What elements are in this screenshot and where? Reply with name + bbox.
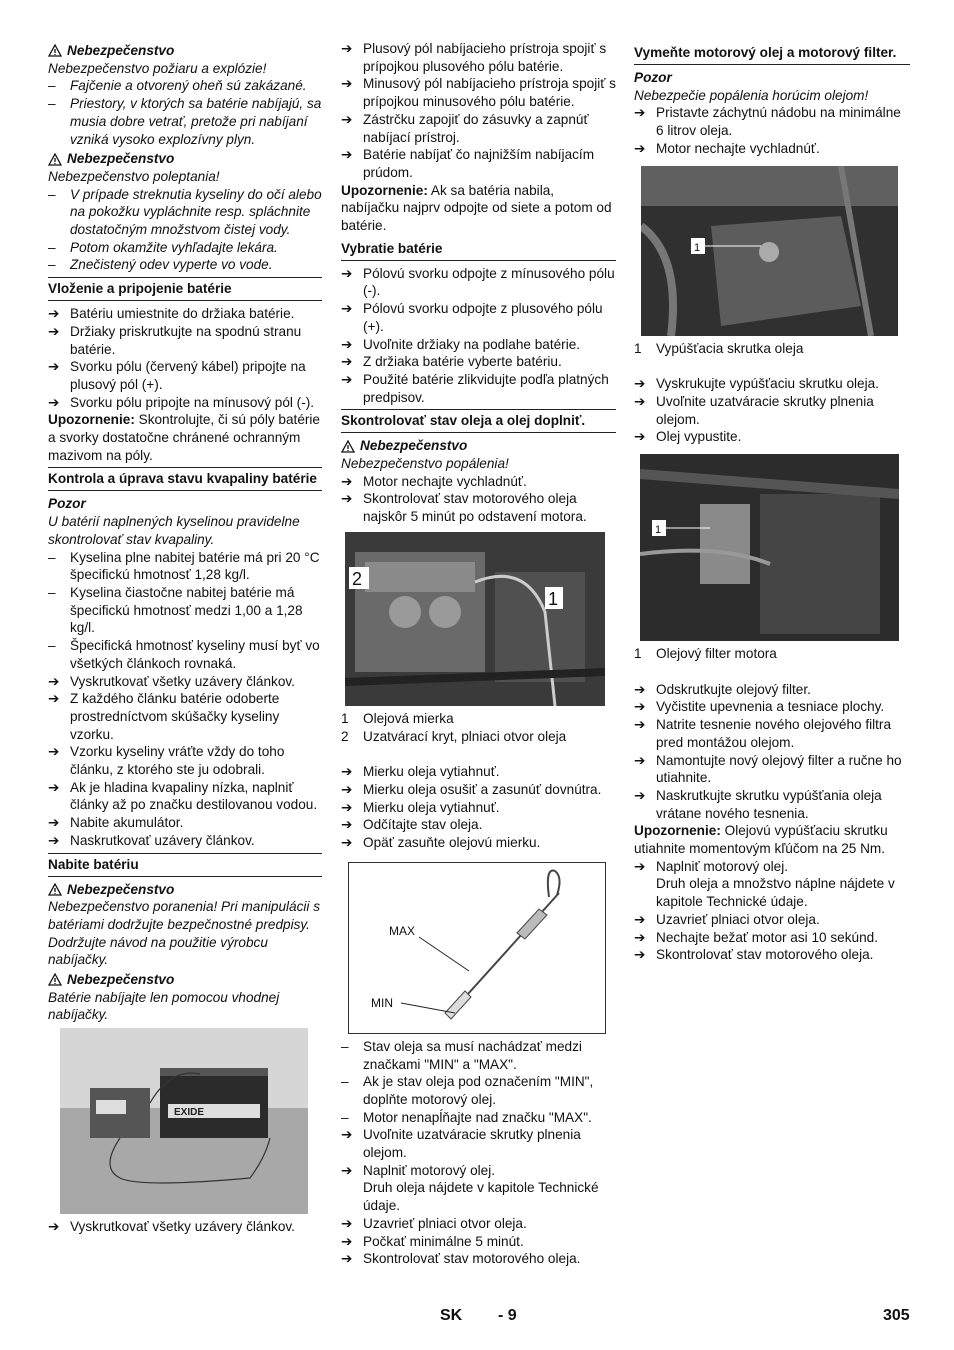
warning-text: Nebezpečenstvo popálenia!	[341, 456, 509, 472]
arrow-icon: ➔	[48, 359, 60, 375]
footer-language: SK	[440, 1307, 463, 1324]
step-item	[341, 1162, 616, 1180]
step-list	[48, 1218, 322, 1236]
dash-bullet: –	[341, 1038, 349, 1054]
step-item	[341, 371, 616, 406]
item-text: Batériu umiestnite do držiaka batérie.	[70, 306, 295, 322]
item-text: Pólovú svorku odpojte z plusového pólu (+).	[363, 301, 603, 334]
arrow-icon: ➔	[48, 394, 60, 410]
arrow-icon: ➔	[341, 1251, 353, 1267]
step-item	[634, 681, 910, 699]
step-item	[634, 140, 910, 158]
section-heading: Vymeňte motorový olej a motorový filter.	[634, 42, 910, 65]
step-list	[341, 473, 616, 526]
dash-bullet: –	[341, 1109, 349, 1125]
step-item	[341, 834, 616, 852]
footer-page: - 9	[498, 1307, 517, 1324]
item-text: Kyselina plne nabitej batérie má pri 20 °C špecifickú hmotnosť 1,28 kg/l.	[70, 549, 320, 583]
arrow-icon: ➔	[341, 1127, 353, 1143]
item-text: Motor nenapĺňajte nad značku "MAX".	[363, 1109, 592, 1125]
list-item	[48, 239, 322, 257]
photo-label-1: 1	[655, 524, 662, 537]
item-text: Mierku oleja vytiahnuť.	[363, 764, 500, 780]
arrow-icon: ➔	[341, 817, 353, 833]
step-item	[634, 858, 910, 876]
step-item	[634, 104, 910, 139]
arrow-icon: ➔	[48, 815, 60, 831]
min-label: MIN	[371, 995, 393, 1010]
arrow-icon: ➔	[341, 76, 353, 92]
arrow-icon: ➔	[48, 323, 60, 339]
item-text: Počkať minimálne 5 minút.	[363, 1233, 524, 1249]
step-item	[634, 393, 910, 428]
item-text: Svorku pólu pripojte na mínusový pól (-).	[70, 394, 315, 410]
arrow-icon: ➔	[634, 429, 646, 445]
arrow-icon: ➔	[634, 699, 646, 715]
arrow-icon: ➔	[634, 752, 646, 768]
arrow-icon: ➔	[341, 371, 353, 387]
arrow-icon: ➔	[341, 336, 353, 352]
arrow-icon: ➔	[634, 858, 646, 874]
warning-heading: Nebezpečenstvo	[48, 42, 322, 60]
step-item	[634, 787, 910, 822]
step-item	[341, 816, 616, 834]
section-heading: Kontrola a úprava stavu kvapaliny batérie	[48, 467, 322, 491]
dash-list	[48, 186, 322, 275]
item-text: Opäť zasuňte olejovú mierku.	[363, 835, 541, 851]
warning-heading: Nebezpečenstvo	[48, 881, 322, 899]
item-text: Pólovú svorku odpojte z mínusového pólu (-).	[363, 265, 615, 299]
step-item	[634, 375, 910, 393]
drain-screw-photo	[641, 166, 898, 336]
dash-bullet: –	[48, 239, 56, 255]
arrow-icon: ➔	[48, 832, 60, 848]
step-item	[341, 473, 616, 491]
step-list	[634, 375, 910, 446]
note: Upozornenie: Olejovú vypúšťaciu skrutku utiahnite momentovým kľúčom na 25 Nm.	[634, 823, 888, 857]
dash-list	[48, 549, 322, 673]
caution-text: Nebezpečie popálenia horúcim olejom!	[634, 87, 869, 103]
item-text: Skontrolovať stav motorového oleja.	[363, 1251, 581, 1267]
step-item	[341, 781, 616, 799]
section-heading: Nabite batériu	[48, 853, 322, 877]
step-item	[341, 1233, 616, 1251]
step-item	[341, 1126, 616, 1161]
dash-bullet: –	[48, 584, 56, 600]
list-item	[341, 1073, 616, 1108]
step-list	[634, 104, 910, 157]
warning-icon	[48, 883, 62, 896]
item-text: Z držiaka batérie vyberte batériu.	[363, 354, 562, 370]
list-item	[48, 77, 322, 95]
step-item	[48, 305, 322, 323]
arrow-icon: ➔	[341, 1215, 353, 1231]
arrow-icon: ➔	[341, 147, 353, 163]
list-item	[341, 1109, 616, 1127]
column-2	[341, 40, 616, 1268]
item-text: Svorku pólu (červený kábel) pripojte na plusový pól (+).	[70, 359, 306, 392]
item-text: Naskrutkujte skrutku vypúšťania oleja vrátane nového tesnenia.	[656, 787, 882, 821]
dash-bullet: –	[48, 96, 56, 112]
arrow-icon: ➔	[341, 354, 353, 370]
note: Upozornenie: Skontrolujte, či sú póly batérie a svorky dostatočne chránené ochranným mazivom na póly.	[48, 412, 320, 463]
warning-icon	[48, 153, 62, 166]
item-text: Plusový pól nabíjacieho prístroja spojiť s prípojkou plusového pólu batérie.	[363, 41, 607, 74]
item-text: V prípade streknutia kyseliny do očí alebo na pokožku vypláchnite resp. spláchnite dostatočným množstvom čistej vody.	[70, 186, 322, 238]
step-list	[634, 858, 910, 876]
item-text: Naplniť motorový olej.	[363, 1162, 496, 1178]
list-item	[48, 95, 322, 148]
warning-heading: Nebezpečenstvo	[48, 971, 322, 989]
item-text: Ak je hladina kvapaliny nízka, naplniť články až po značku destilovanou vodou.	[70, 779, 318, 813]
item-text: Pristavte záchytnú nádobu na minimálne 6 litrov oleja.	[656, 105, 901, 139]
step-item	[634, 946, 910, 964]
item-text: Natrite tesnenie nového olejového filtra pred montážou olejom.	[656, 717, 892, 750]
brand-label: EXIDE	[174, 1107, 205, 1119]
step-item	[341, 763, 616, 781]
step-list	[634, 911, 910, 964]
item-text: Uzavrieť plniaci otvor oleja.	[656, 911, 820, 927]
item-text: Nabite akumulátor.	[70, 815, 184, 831]
item-text: Mierku oleja osušiť a zasunúť dovnútra.	[363, 781, 602, 797]
step-list	[341, 265, 616, 407]
arrow-icon: ➔	[634, 717, 646, 733]
battery-charger-photo	[60, 1028, 308, 1214]
arrow-icon: ➔	[634, 376, 646, 392]
arrow-icon: ➔	[634, 393, 646, 409]
item-text: Namontujte nový olejový filter a ručne ho utiahnite.	[656, 752, 902, 786]
step-item	[48, 1218, 322, 1236]
caution-heading: Pozor	[48, 496, 86, 512]
item-text: Potom okamžite vyhľadajte lekára.	[70, 239, 278, 255]
caution-heading: Pozor	[634, 70, 672, 85]
step-item	[634, 929, 910, 947]
dash-bullet: –	[48, 186, 56, 202]
item-text: Špecifická hmotnosť kyseliny musí byť vo všetkých článkoch rovnaká.	[70, 638, 320, 671]
step-subtext: Druh oleja a množstvo náplne nájdete v kapitole Technické údaje.	[656, 876, 895, 910]
item-text: Fajčenie a otvorený oheň sú zakázané.	[70, 78, 307, 94]
arrow-icon: ➔	[341, 1233, 353, 1249]
warning-text: Nebezpečenstvo požiaru a explózie!	[48, 60, 267, 76]
max-label: MAX	[389, 923, 416, 938]
item-text: Z každého článku batérie odoberte prostredníctvom skúšačky kyseliny vzorku.	[70, 691, 280, 742]
footer-total-page: 305	[883, 1307, 910, 1324]
photo-label-1: 1	[548, 588, 559, 609]
step-item	[341, 146, 616, 181]
photo-label-2: 2	[352, 568, 363, 589]
caption: 1 Olejová mierka	[341, 710, 454, 726]
item-text: Stav oleja sa musí nachádzať medzi značkami "MIN" a "MAX".	[363, 1038, 582, 1072]
arrow-icon: ➔	[341, 799, 353, 815]
item-text: Uvoľnite uzatváracie skrutky plnenia olejom.	[363, 1127, 581, 1161]
item-text: Minusový pól nabíjacieho prístroja spojiť s prípojkou minusového pólu batérie.	[363, 76, 616, 110]
item-text: Uvoľnite uzatváracie skrutky plnenia olejom.	[656, 393, 874, 427]
arrow-icon: ➔	[341, 491, 353, 507]
caption: 1 Olejový filter motora	[634, 646, 777, 662]
item-text: Skontrolovať stav motorového oleja.	[656, 947, 874, 963]
step-item	[341, 300, 616, 335]
dash-bullet: –	[48, 549, 56, 565]
arrow-icon: ➔	[48, 744, 60, 760]
step-item	[48, 673, 322, 691]
warning-icon	[48, 44, 62, 57]
item-text: Vyskrukujte vypúšťaciu skrutku oleja.	[656, 376, 879, 392]
item-text: Uvoľnite držiaky na podlahe batérie.	[363, 336, 581, 352]
item-text: Vyskrutkovať všetky uzávery článkov.	[70, 673, 295, 689]
arrow-icon: ➔	[341, 473, 353, 489]
arrow-icon: ➔	[341, 301, 353, 317]
warning-icon	[48, 973, 62, 986]
arrow-icon: ➔	[48, 691, 60, 707]
warning-icon	[341, 440, 355, 453]
arrow-icon: ➔	[341, 111, 353, 127]
step-list	[341, 763, 616, 852]
step-item	[341, 799, 616, 817]
step-item	[634, 752, 910, 787]
arrow-icon: ➔	[341, 781, 353, 797]
item-text: Priestory, v ktorých sa batérie nabíjajú, sa musia dobre vetrať, pretože pri nabíjaní vzniká vysoko explozívny plyn.	[70, 96, 322, 147]
item-text: Vzorku kyseliny vráťte vždy do toho článku, z ktorého ste ju odobrali.	[70, 744, 285, 778]
item-text: Použité batérie zlikvidujte podľa platných predpisov.	[363, 371, 609, 405]
item-text: Naplniť motorový olej.	[656, 858, 789, 874]
step-list	[634, 681, 910, 823]
arrow-icon: ➔	[48, 779, 60, 795]
step-list	[341, 1215, 616, 1268]
item-text: Znečistený odev vyperte vo vode.	[70, 257, 273, 273]
photo-label-1: 1	[694, 241, 701, 254]
arrow-icon: ➔	[634, 929, 646, 945]
step-item	[48, 690, 322, 743]
section-heading: Skontrolovať stav oleja a olej doplniť.	[341, 409, 616, 433]
step-item	[634, 428, 910, 446]
item-text: Motor nechajte vychladnúť.	[656, 140, 820, 156]
dash-bullet: –	[341, 1074, 349, 1090]
list-item	[48, 256, 322, 274]
list-item	[48, 549, 322, 584]
arrow-icon: ➔	[634, 140, 646, 156]
arrow-icon: ➔	[48, 673, 60, 689]
caption: 1 Vypúšťacia skrutka oleja	[634, 340, 804, 356]
item-text: Batérie nabíjať čo najnižším nabíjacím prúdom.	[363, 147, 595, 180]
step-item	[341, 353, 616, 371]
arrow-icon: ➔	[634, 947, 646, 963]
list-item	[341, 1038, 616, 1073]
item-text: Zástrčku zapojiť do zásuvky a zapnúť nabíjací prístroj.	[363, 111, 589, 145]
dash-list	[341, 1038, 616, 1127]
list-item	[48, 584, 322, 637]
oil-filter-photo	[640, 454, 899, 641]
step-item	[341, 490, 616, 525]
arrow-icon: ➔	[341, 41, 353, 56]
item-text: Naskrutkovať uzávery článkov.	[70, 832, 255, 848]
step-item	[634, 911, 910, 929]
arrow-icon: ➔	[634, 105, 646, 121]
dash-bullet: –	[48, 638, 56, 654]
item-text: Odskrutkujte olejový filter.	[656, 681, 811, 697]
item-text: Motor nechajte vychladnúť.	[363, 473, 527, 489]
arrow-icon: ➔	[341, 265, 353, 281]
item-text: Skontrolovať stav motorového oleja najskôr 5 minút po odstavení motora.	[363, 491, 587, 525]
warning-text: Batérie nabíjajte len pomocou vhodnej nabíjačky.	[48, 989, 280, 1023]
step-item	[48, 323, 322, 358]
item-text: Vyčistite upevnenia a tesniace plochy.	[656, 699, 885, 715]
warning-text: Nebezpečenstvo poleptania!	[48, 168, 220, 184]
arrow-icon: ➔	[48, 1219, 60, 1235]
item-text: Kyselina čiastočne nabitej batérie má špecifickú hmotnosť medzi 1,00 a 1,28 kg/l.	[70, 584, 303, 636]
step-item	[48, 358, 322, 393]
step-list	[341, 1126, 616, 1179]
list-item	[48, 637, 322, 672]
step-list	[48, 673, 322, 850]
step-item	[48, 832, 322, 850]
step-item	[341, 336, 616, 354]
arrow-icon: ➔	[341, 835, 353, 851]
step-subtext: Druh oleja nájdete v kapitole Technické údaje.	[363, 1180, 599, 1214]
arrow-icon: ➔	[48, 306, 60, 322]
caption: 2 Uzatvárací kryt, plniaci otvor oleja	[341, 728, 567, 744]
step-item	[341, 40, 616, 75]
step-item	[341, 111, 616, 146]
warning-text: Nebezpečenstvo poranenia! Pri manipulácii s batériami dodržujte bezpečnostné predpisy. Dodržujte návod na použitie výrobcu nabíjačky.	[48, 899, 321, 968]
dash-bullet: –	[48, 257, 56, 273]
step-item	[634, 698, 910, 716]
column-3	[634, 40, 910, 964]
arrow-icon: ➔	[341, 764, 353, 780]
step-item	[48, 779, 322, 814]
dash-list	[48, 77, 322, 148]
item-text: Vyskrutkovať všetky uzávery článkov.	[70, 1219, 295, 1235]
step-item	[634, 716, 910, 751]
step-item	[48, 814, 322, 832]
arrow-icon: ➔	[341, 1162, 353, 1178]
warning-heading: Nebezpečenstvo	[341, 437, 616, 455]
warning-heading: Nebezpečenstvo	[48, 150, 322, 168]
item-text: Uzavrieť plniaci otvor oleja.	[363, 1215, 527, 1231]
note: Upozornenie: Ak sa batéria nabila, nabíjačku najprv odpojte od siete a potom od batérie.	[341, 182, 612, 234]
item-text: Nechajte bežať motor asi 10 sekúnd.	[656, 929, 878, 945]
engine-photo	[345, 532, 605, 706]
dipstick-diagram	[348, 862, 606, 1034]
step-item	[48, 743, 322, 778]
step-list	[48, 305, 322, 411]
step-item	[341, 75, 616, 110]
step-item	[48, 394, 322, 412]
section-heading: Vybratie batérie	[341, 238, 616, 261]
item-text: Držiaky priskrutkujte na spodnú stranu batérie.	[70, 323, 302, 357]
dash-bullet: –	[48, 78, 56, 94]
step-list	[341, 40, 616, 182]
item-text: Odčítajte stav oleja.	[363, 817, 483, 833]
arrow-icon: ➔	[634, 787, 646, 803]
item-text: Ak je stav oleja pod označením "MIN", doplňte motorový olej.	[363, 1074, 594, 1107]
item-text: Olej vypustite.	[656, 429, 742, 445]
step-item	[341, 1215, 616, 1233]
item-text: Mierku oleja vytiahnuť.	[363, 799, 500, 815]
arrow-icon: ➔	[634, 911, 646, 927]
list-item	[48, 186, 322, 239]
step-item	[341, 265, 616, 300]
section-heading: Vloženie a pripojenie batérie	[48, 277, 322, 301]
column-1	[48, 40, 322, 1236]
step-item	[341, 1250, 616, 1268]
arrow-icon: ➔	[634, 681, 646, 697]
caution-text: U batérií naplnených kyselinou pravidelne skontrolovať stav kvapaliny.	[48, 514, 300, 547]
